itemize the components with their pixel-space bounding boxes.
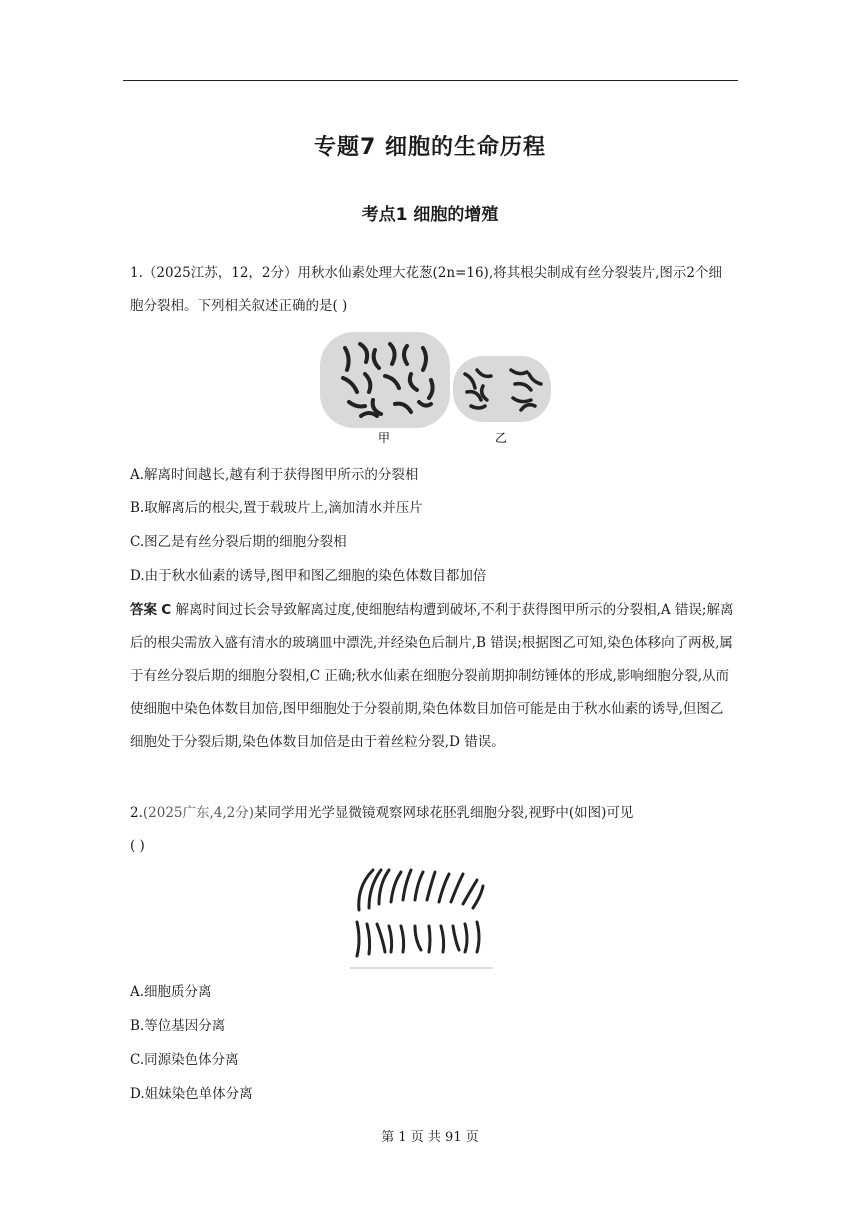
question-1-text: 用秋水仙素处理大花葱(2n=16),将其根尖制成有丝分裂装片,图示2个细胞分裂相。下列相关叙述正确的是( )	[130, 265, 722, 314]
q1-answer	[130, 594, 735, 759]
q1-option-d: D.由于秋水仙素的诱导,图甲和图乙细胞的染色体数目都加倍	[130, 568, 487, 584]
q1-option-c: C.图乙是有丝分裂后期的细胞分裂相	[130, 534, 347, 550]
chapter-title: 专题7 细胞的生命历程	[314, 135, 546, 160]
question-2-blank: ( )	[130, 838, 145, 854]
cell-jia	[320, 332, 450, 428]
answer-label: 答案	[130, 602, 157, 618]
answer-explanation: 解离时间过长会导致解离过度,使细胞结构遭到破坏,不利于获得图甲所示的分裂相,A 错误;解离后的根尖需放入盛有清水的玻璃皿中漂洗,并经染色后制片,B 错误;根据图乙可知,染色体移向了两极,属于有丝分裂后期的细胞分裂相,C 正确;秋水仙素在细胞分裂前期抑制纺锤体的形成,影响细胞分裂,从而使细胞中染色体数目加倍,图甲细胞处于分裂前期,染色体数目加倍可能是由于秋水仙素的诱导,但图乙细胞处于分裂后期,染色体数目加倍是由于着丝粒分裂,D 错误。	[130, 602, 734, 750]
question-2-figure	[345, 860, 500, 972]
page-number: 第 1 页 共 91 页	[381, 1130, 479, 1145]
cell-yi	[453, 356, 551, 422]
answer-letter: C	[161, 602, 172, 618]
label-jia: 甲	[378, 431, 391, 445]
question-1-stem	[130, 257, 735, 323]
label-yi: 乙	[495, 431, 508, 445]
header-rule	[123, 80, 738, 81]
question-2-source: (2025广东,4,2分)	[142, 805, 255, 821]
section-title: 考点1 细胞的增殖	[361, 205, 499, 225]
question-1-figure	[315, 330, 555, 450]
q1-option-a: A.解离时间越长,越有利于获得图甲所示的分裂相	[130, 467, 419, 483]
q1-option-b: B.取解离后的根尖,置于载玻片上,滴加清水并压片	[130, 500, 423, 516]
q2-option-b: B.等位基因分离	[130, 1018, 226, 1034]
question-2-text: 某同学用光学显微镜观察网球花胚乳细胞分裂,视野中(如图)可见	[254, 805, 634, 821]
q2-option-d: D.姐妹染色单体分离	[130, 1086, 253, 1102]
q2-option-c: C.同源染色体分离	[130, 1052, 239, 1068]
question-2-prefix: 2.	[130, 805, 143, 821]
question-1-prefix: 1.（2025江苏，12，2分）	[130, 265, 298, 281]
question-2-stem	[130, 797, 735, 863]
q2-option-a: A.细胞质分离	[130, 984, 212, 1000]
